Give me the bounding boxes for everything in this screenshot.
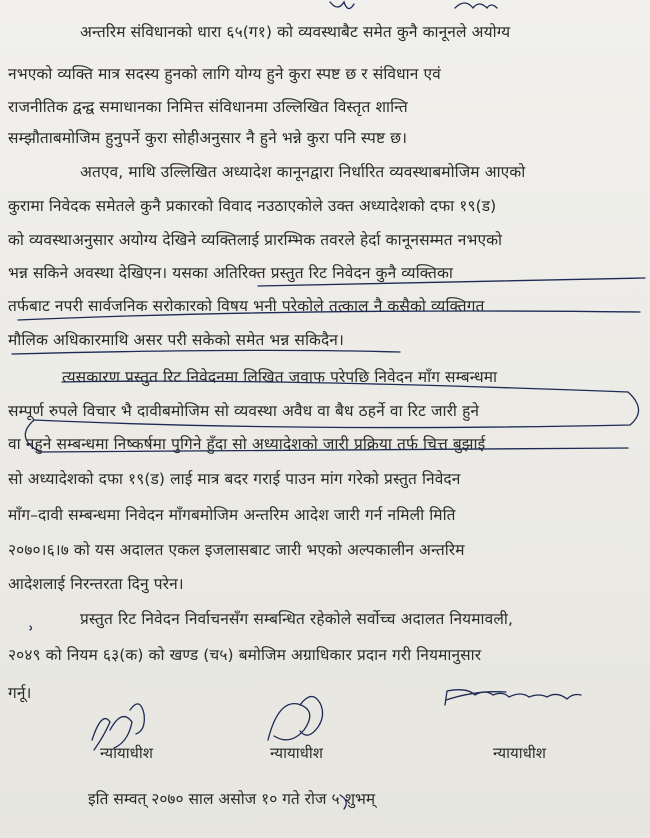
paragraph-line: को व्यवस्थाअनुसार अयोग्य देखिने व्यक्तिलाई प्रारम्भिक तवरले हेर्दा कानूनसम्मत नभएको (8, 231, 503, 249)
paragraph-line: आदेशलाई निरन्तरता दिनु परेन। (8, 575, 184, 593)
paragraph-line: गर्नू। (8, 684, 32, 702)
paragraph-line: माँग–दावी सम्बन्धमा निवेदन माँगबमोजिम अन्तरिम आदेश जारी गर्न नमिली मिति (8, 506, 456, 524)
signature-label: न्यायाधीश (270, 744, 323, 762)
paragraph-line: भन्न सकिने अवस्था देखिएन। यसका अतिरिक्त प्रस्तुत रिट निवेदन कुनै व्यक्तिका (8, 264, 453, 282)
document-footer: इति सम्वत् २०७० साल असोज १० गते रोज ५ शुभम् (88, 790, 376, 808)
paragraph-line: २०७०।६।७ को यस अदालत एकल इजलासबाट जारी भएको अल्पकालीन अन्तरिम (8, 541, 465, 559)
initial-scribble (455, 3, 497, 8)
paragraph-line: अतएव, माथि उल्लिखित अध्यादेश कानूनद्वारा निर्धारित व्यवस्थाबमोजिम आएको (80, 163, 526, 181)
initial-scribble (330, 2, 354, 9)
paragraph-line: प्रस्तुत रिट निवेदन निर्वाचनसँग सम्बन्धित रहेकोले सर्वोच्च अदालत नियमावली, (80, 610, 513, 628)
pen-dot (30, 626, 32, 630)
pen-underline (12, 350, 400, 354)
signature-label: न्यायाधीश (493, 744, 546, 762)
paragraph-line: त्यसकारण प्रस्तुत रिट निवेदनमा लिखित जवाफ परेपछि निवेदन माँग सम्बन्धमा (62, 368, 498, 386)
paragraph-line: सम्पूर्ण रुपले विचार भै दावीबमोजिम सो व्यवस्था अवैध वा बैध ठहर्ने वा रिट जारी हुने (8, 402, 480, 420)
paragraph-line: अन्तरिम संविधानको धारा ६५(ग१) को व्यवस्थाबैट समेत कुनै कानूनले अयोग्य (80, 23, 511, 41)
paragraph-line: तर्फबाट नपरी सार्वजनिक सरोकारको विषय भनी परेकोले तत्काल नै कसैको व्यक्तिगत (8, 297, 485, 315)
paragraph-line: मौलिक अधिकारमाथि असर परी सकेको समेत भन्न सकिदैन। (8, 331, 344, 349)
paragraph-line: नभएको व्यक्ति मात्र सदस्य हुनको लागि योग्य हुने कुरा स्पष्ट छ र संविधान एवं (8, 65, 441, 83)
paragraph-line: राजनीतिक द्वन्द्व समाधानका निमित्त संविधानमा उल्लिखित विस्तृत शान्ति (8, 98, 408, 116)
paragraph-line: वा नहुने सम्बन्धमा निष्कर्षमा पुगिने हुँदा सो अध्यादेशको जारी प्रक्रिया तर्फ चित्त बुझाई (8, 435, 486, 453)
paragraph-line: सम्झौताबमोजिम हुनुपर्ने कुरा सोहीअनुसार नै हुने भन्ने कुरा पनि स्पष्ट छ। (8, 129, 408, 147)
signature-label: न्यायाधीश (100, 744, 153, 762)
paragraph-line: सो अध्यादेशको दफा १९(ड) लाई मात्र बदर गराई पाउन मांग गरेको प्रस्तुत निवेदन (8, 470, 461, 488)
paragraph-line: कुरामा निवेदक समेतले कुनै प्रकारको विवाद नउठाएकोले उक्त अध्यादेशको दफा १९(ड) (8, 197, 497, 215)
paragraph-line: २०४९ को नियम ६३(क) को खण्ड (च५) बमोजिम अग्राधिकार प्रदान गरी नियमानुसार (8, 646, 482, 664)
